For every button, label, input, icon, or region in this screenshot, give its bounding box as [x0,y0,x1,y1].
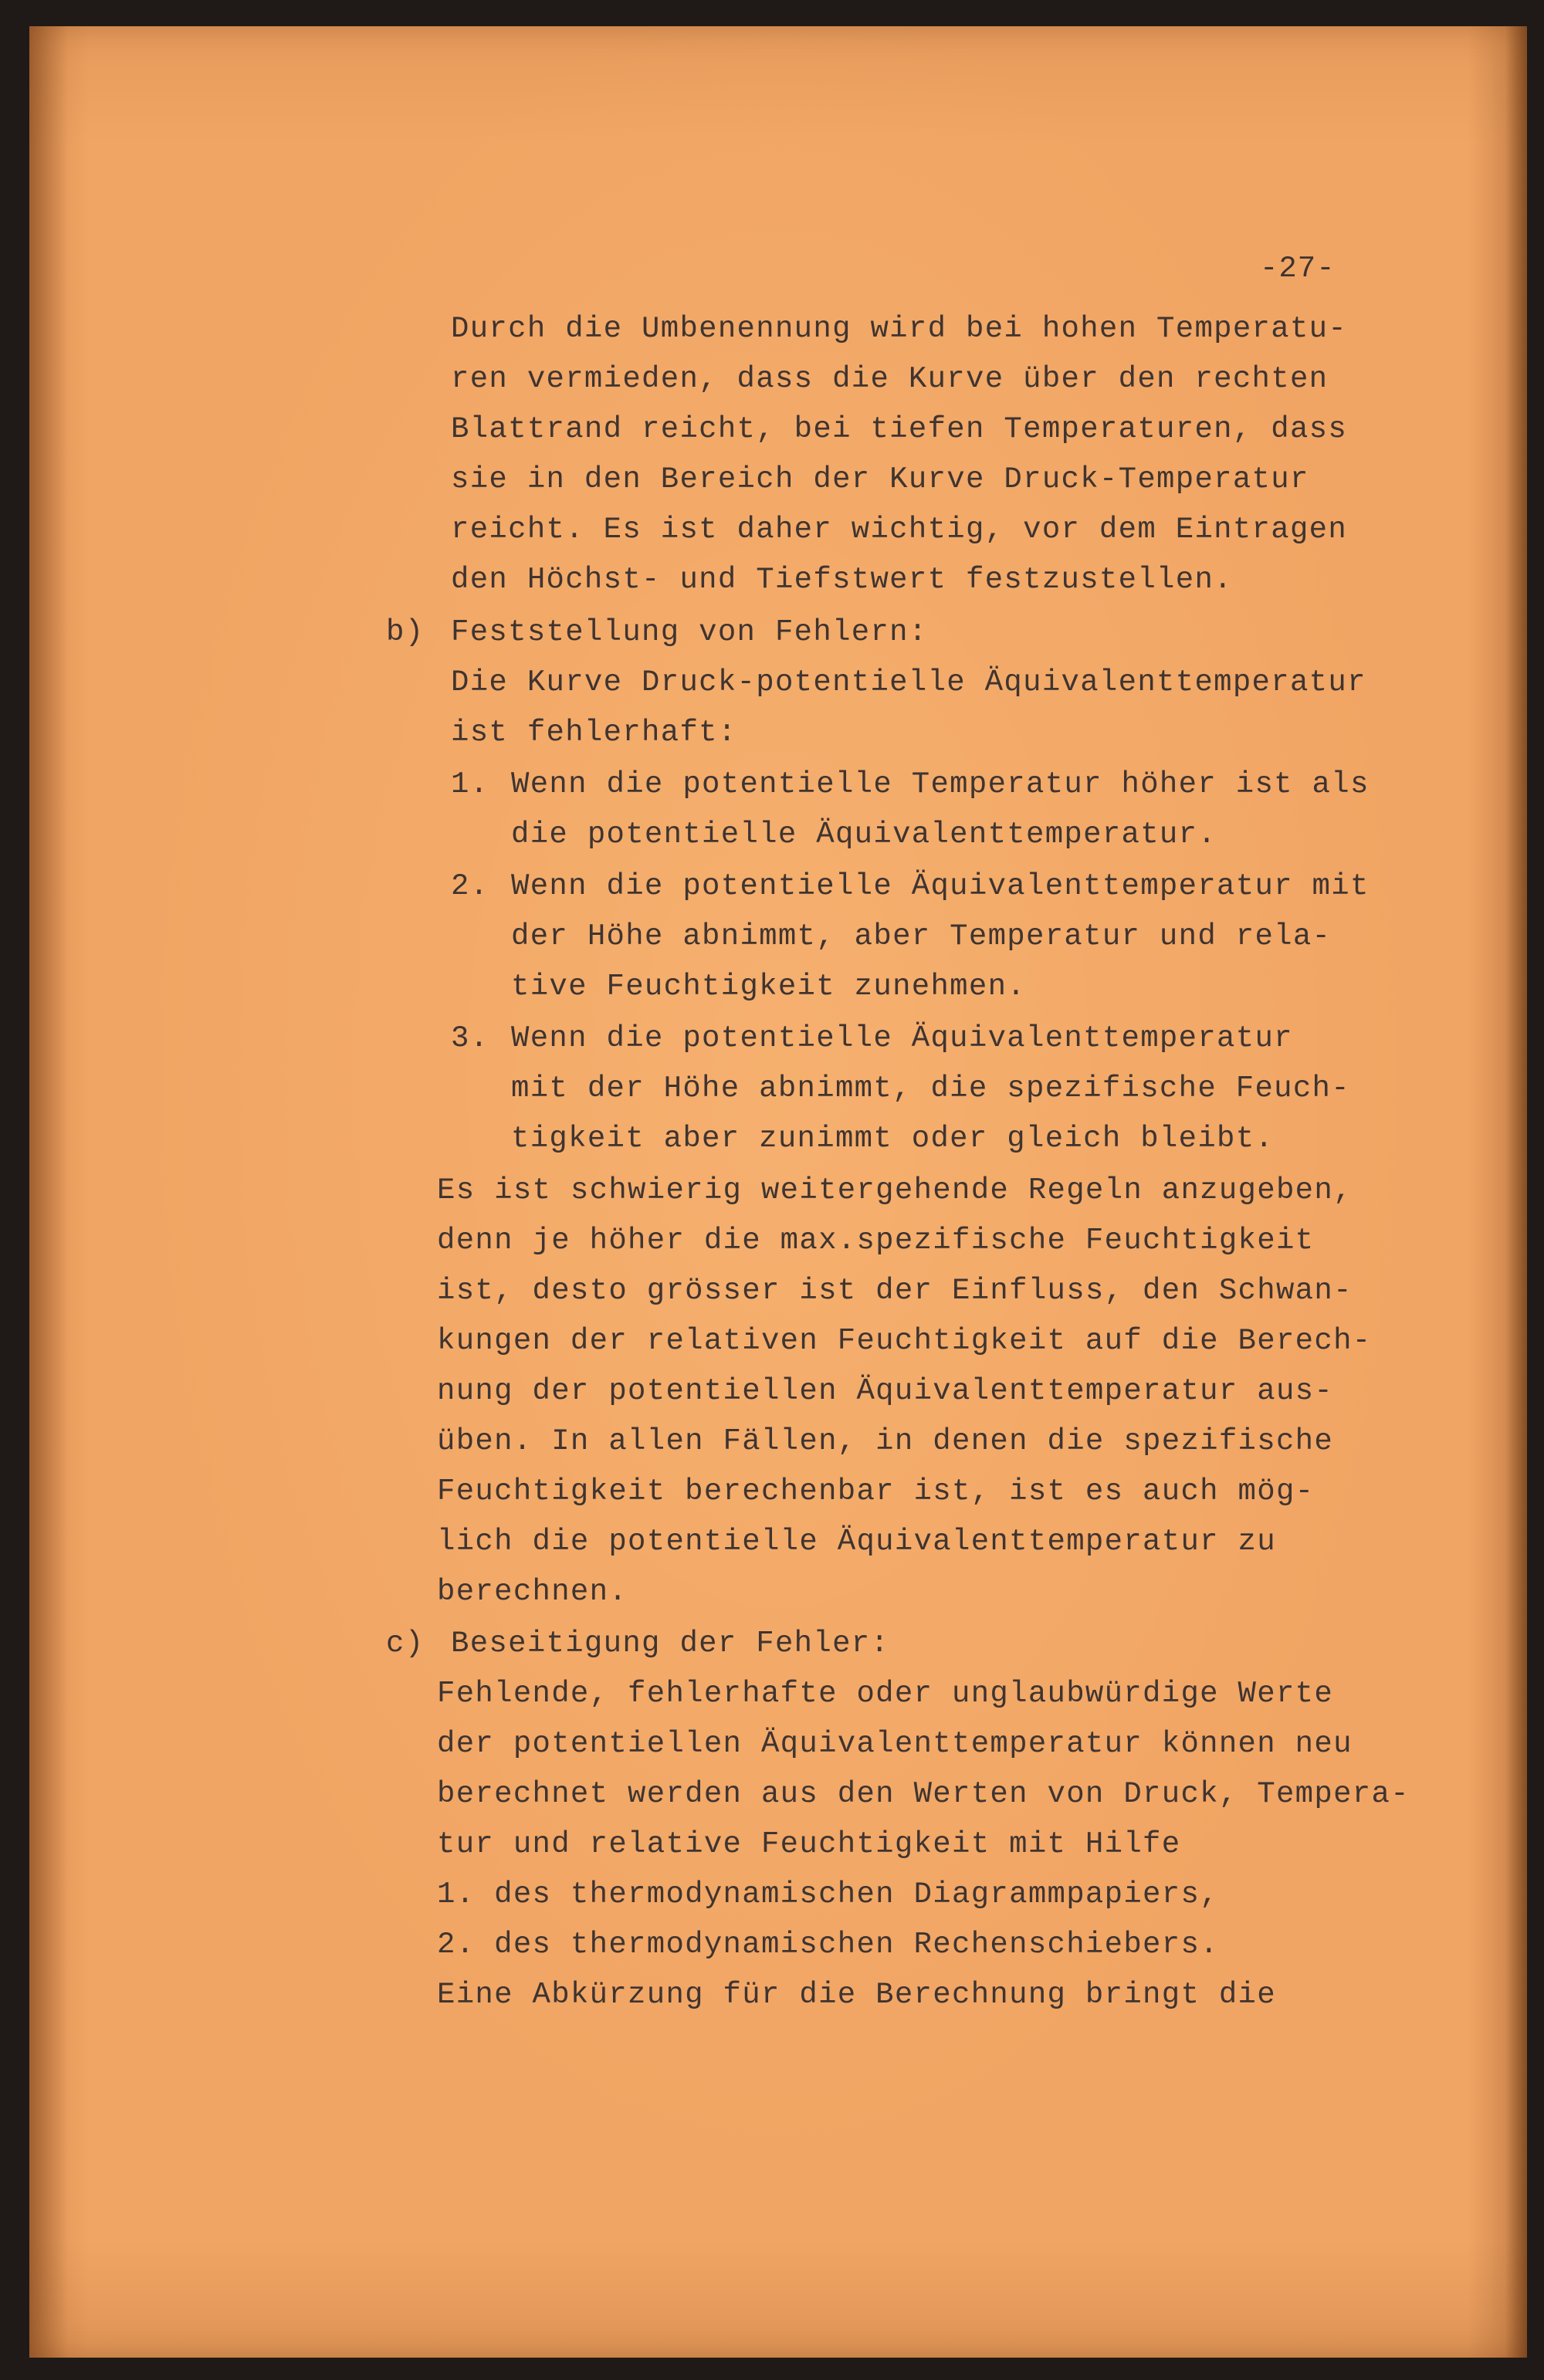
body-line: den Höchst- und Tiefstwert festzustellen. [451,563,1233,597]
body-line: Fehlende, fehlerhafte oder unglaubwürdige Werte [437,1677,1334,1711]
section-marker-c: c) [386,1627,425,1661]
body-line: tur und relative Feuchtigkeit mit Hilfe [437,1827,1181,1861]
body-line: Eine Abkürzung für die Berechnung bringt die [437,1978,1276,2012]
list-number: 1. [451,767,489,801]
list-item-line: 2. des thermodynamischen Rechenschiebers. [437,1928,1219,1962]
body-line: Feuchtigkeit berechenbar ist, ist es auch mög- [437,1474,1315,1508]
list-number: 2. [451,869,489,903]
body-line: berechnen. [437,1575,628,1609]
list-item-line: Wenn die potentielle Äquivalenttemperatur [511,1021,1293,1055]
list-item-line: Wenn die potentielle Temperatur höher ist als [511,767,1370,801]
body-line: reicht. Es ist daher wichtig, vor dem Eintragen [451,513,1348,547]
list-item-line: die potentielle Äquivalenttemperatur. [511,818,1217,851]
body-line: der potentiellen Äquivalenttemperatur können neu [437,1727,1353,1761]
list-item-line: tigkeit aber zunimmt oder gleich bleibt. [511,1122,1275,1156]
body-line: Blattrand reicht, bei tiefen Temperaturen, dass [451,412,1348,446]
section-heading-c: Beseitigung der Fehler: [451,1627,890,1661]
page-edge [1505,26,1527,2358]
body-line: Durch die Umbenennung wird bei hohen Temperatu- [451,312,1348,346]
list-item-line: Wenn die potentielle Äquivalenttemperatur mit [511,869,1370,903]
body-line: ist fehlerhaft: [451,716,737,750]
body-line: Es ist schwierig weitergehende Regeln anzugeben, [437,1173,1353,1207]
page-number: -27- [1260,252,1336,286]
body-line: ist, desto grösser ist der Einfluss, den Schwan- [437,1274,1353,1308]
list-item-line: der Höhe abnimmt, aber Temperatur und rela- [511,919,1332,953]
body-line: sie in den Bereich der Kurve Druck-Temperatur [451,462,1309,496]
section-marker-b: b) [386,615,425,649]
body-line: Die Kurve Druck-potentielle Äquivalenttemperatur [451,665,1366,699]
body-line: ren vermieden, dass die Kurve über den rechten [451,362,1329,396]
body-line: üben. In allen Fällen, in denen die spezifische [437,1424,1334,1458]
list-number: 3. [451,1021,489,1055]
body-line: denn je höher die max.spezifische Feuchtigkeit [437,1224,1315,1258]
binding-shadow [29,26,68,2358]
body-line: berechnet werden aus den Werten von Druck, Tempera- [437,1777,1410,1811]
body-line: kungen der relativen Feuchtigkeit auf die Berech- [437,1324,1372,1358]
body-line: nung der potentiellen Äquivalenttemperatur aus- [437,1374,1334,1408]
list-item-line: tive Feuchtigkeit zunehmen. [511,970,1027,1004]
list-item-line: mit der Höhe abnimmt, die spezifische Feuch- [511,1072,1350,1105]
list-item-line: 1. des thermodynamischen Diagrammpapiers, [437,1877,1219,1911]
section-heading-b: Feststellung von Fehlern: [451,615,928,649]
body-line: lich die potentielle Äquivalenttemperatur zu [437,1525,1276,1559]
